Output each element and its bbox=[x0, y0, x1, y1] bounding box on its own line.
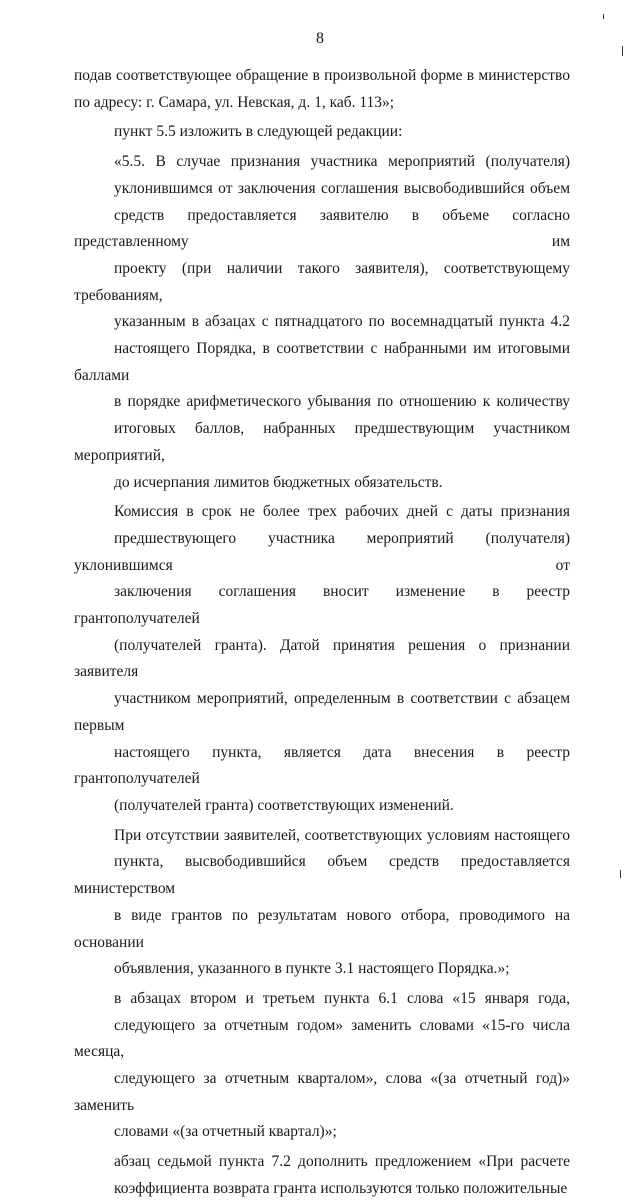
text-line: абзац седьмой пункта 7.2 дополнить предложением «При расчете bbox=[114, 1153, 570, 1171]
text-line: пункта, высвободившийся объем средств предоставляется министерством bbox=[74, 853, 570, 898]
text-line: проекту (при наличии такого заявителя), соответствующему требованиям, bbox=[74, 259, 570, 304]
text-line: объявления, указанного в пункте 3.1 настоящего Порядка.»; bbox=[114, 960, 510, 978]
document-body bbox=[74, 63, 570, 1203]
text-line: предшествующего участника мероприятий (получателя) уклонившимся от bbox=[74, 529, 570, 574]
text-line: в абзацах втором и третьем пункта 6.1 слова «15 января года, bbox=[114, 989, 570, 1007]
scan-mark bbox=[603, 14, 604, 19]
text-line: словами «(за отчетный квартал)»; bbox=[114, 1123, 337, 1141]
scan-mark bbox=[622, 46, 623, 56]
text-line: в порядке арифметического убывания по отношению к количеству bbox=[114, 393, 570, 411]
text-line: При отсутствии заявителей, соответствующих условиям настоящего bbox=[114, 826, 570, 844]
paragraph-commission bbox=[74, 499, 570, 819]
text-line: до исчерпания лимитов бюджетных обязательств. bbox=[114, 473, 443, 491]
text-line: коэффициента возврата гранта используются только положительные bbox=[114, 1179, 568, 1197]
paragraph-no-applicants bbox=[74, 823, 570, 983]
text-line: следующего за отчетным кварталом», слова «(за отчетный год)» заменить bbox=[74, 1070, 570, 1114]
text-line: (получателей гранта) соответствующих изменений. bbox=[114, 796, 454, 814]
paragraph-point-7-2 bbox=[74, 1149, 570, 1202]
page-number: 8 bbox=[316, 30, 324, 47]
text-line: следующего за отчетным годом» заменить словами «15-го числа месяца, bbox=[74, 1016, 570, 1061]
text-line: итоговых баллов, набранных предшествующим участником мероприятий, bbox=[74, 420, 570, 464]
text-line: указанным в абзацах с пятнадцатого по восемнадцатый пункта 4.2 bbox=[114, 313, 570, 331]
text-line: средств предоставляется заявителю в объеме согласно представленному им bbox=[74, 206, 570, 251]
text-line: (получателей гранта). Датой принятия решения о признании заявителя bbox=[74, 636, 570, 681]
paragraph-point-5-5 bbox=[74, 149, 570, 496]
text-line: по адресу: г. Самара, ул. Невская, д. 1, каб. 113»; bbox=[74, 93, 395, 111]
text-line: участником мероприятий, определенным в соответствии с абзацем первым bbox=[74, 690, 570, 734]
text-line: «5.5. В случае признания участника мероприятий (получателя) bbox=[114, 153, 570, 171]
text-line: настоящего пункта, является дата внесения в реестр грантополучателей bbox=[74, 743, 570, 788]
text-line: заключения соглашения вносит изменение в реестр грантополучателей bbox=[74, 583, 570, 628]
paragraph-address bbox=[74, 63, 570, 116]
text-line: пункт 5.5 изложить в следующей редакции: bbox=[114, 123, 403, 141]
text-line: подав соответствующее обращение в произвольной форме в министерство bbox=[74, 67, 570, 84]
paragraph-point-5-5-intro bbox=[74, 119, 570, 146]
text-line: Комиссия в срок не более трех рабочих дней с даты признания bbox=[114, 503, 570, 521]
paragraph-point-6-1 bbox=[74, 986, 570, 1146]
text-line: уклонившимся от заключения соглашения высвободившийся объем bbox=[114, 179, 570, 197]
scan-mark bbox=[620, 870, 621, 878]
text-line: в виде грантов по результатам нового отбора, проводимого на основании bbox=[74, 906, 570, 951]
text-line: настоящего Порядка, в соответствии с набранными им итоговыми баллами bbox=[74, 340, 570, 384]
